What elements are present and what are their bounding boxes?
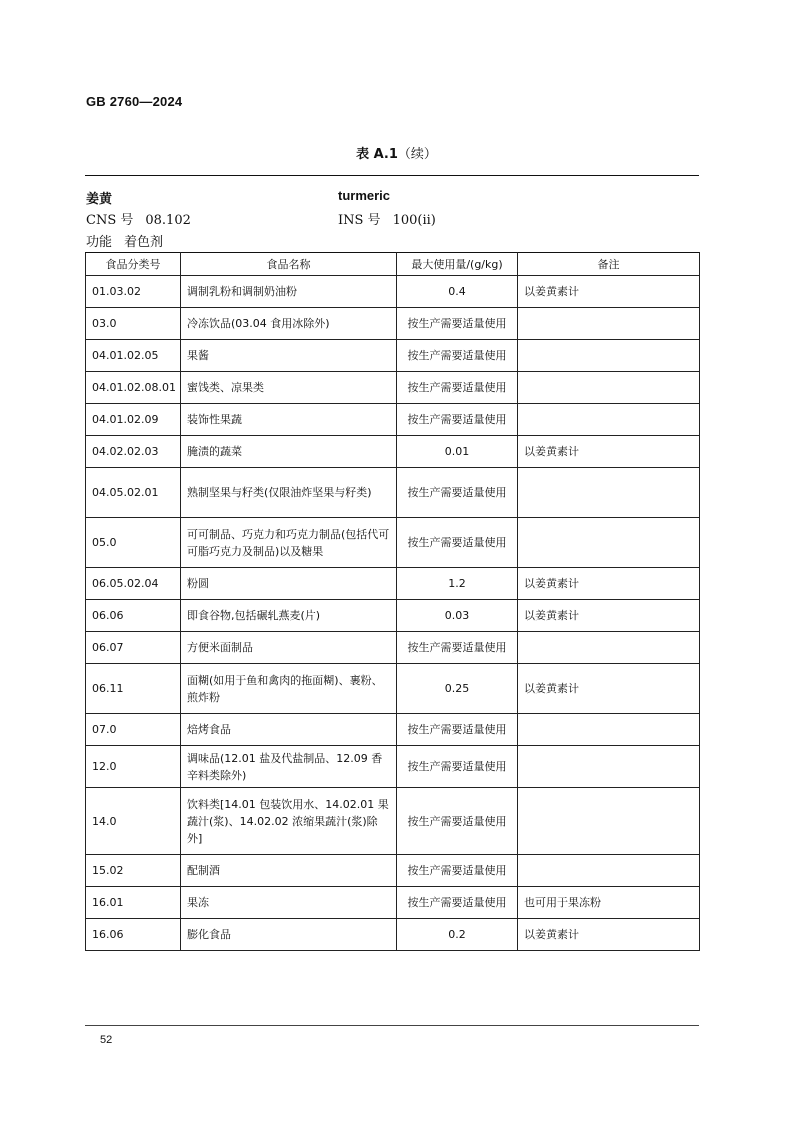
cell-note xyxy=(518,788,700,855)
cell-food-code: 04.02.02.03 xyxy=(86,436,181,468)
cell-max-usage: 1.2 xyxy=(397,568,518,600)
table-body xyxy=(86,276,700,951)
cell-food-name: 粉圆 xyxy=(181,568,397,600)
cell-food-code: 04.01.02.09 xyxy=(86,404,181,436)
cell-note xyxy=(518,340,700,372)
cell-max-usage: 按生产需要适量使用 xyxy=(397,632,518,664)
header-max-usage: 最大使用量/(g/kg) xyxy=(397,253,518,276)
cns-number xyxy=(86,209,191,228)
cns-label: CNS 号 xyxy=(86,213,134,228)
cell-note xyxy=(518,468,700,518)
table-row xyxy=(86,340,700,372)
cell-food-name: 果酱 xyxy=(181,340,397,372)
cns-value: 08.102 xyxy=(145,213,191,228)
cell-note xyxy=(518,855,700,887)
cell-food-code: 05.0 xyxy=(86,518,181,568)
cell-note: 以姜黄素计 xyxy=(518,276,700,308)
table-caption-continued: （续） xyxy=(397,147,437,162)
cell-food-code: 14.0 xyxy=(86,788,181,855)
table-row xyxy=(86,436,700,468)
table-caption xyxy=(0,143,793,162)
header-note: 备注 xyxy=(518,253,700,276)
ins-value: 100(ii) xyxy=(392,213,436,228)
table-row xyxy=(86,788,700,855)
cell-food-name: 方便米面制品 xyxy=(181,632,397,664)
function-label: 功能 xyxy=(86,235,113,250)
cell-max-usage: 按生产需要适量使用 xyxy=(397,372,518,404)
top-rule xyxy=(85,175,699,176)
cell-food-code: 01.03.02 xyxy=(86,276,181,308)
cell-food-code: 06.05.02.04 xyxy=(86,568,181,600)
cell-max-usage: 按生产需要适量使用 xyxy=(397,468,518,518)
header-food-name: 食品名称 xyxy=(181,253,397,276)
cell-note xyxy=(518,308,700,340)
cell-max-usage: 0.2 xyxy=(397,919,518,951)
cell-max-usage: 0.25 xyxy=(397,664,518,714)
standard-code: GB 2760—2024 xyxy=(86,94,183,109)
cell-max-usage: 按生产需要适量使用 xyxy=(397,404,518,436)
cell-food-code: 16.01 xyxy=(86,887,181,919)
cell-note: 以姜黄素计 xyxy=(518,436,700,468)
cell-food-code: 06.07 xyxy=(86,632,181,664)
table-row xyxy=(86,887,700,919)
cell-food-name: 蜜饯类、凉果类 xyxy=(181,372,397,404)
cell-max-usage: 0.01 xyxy=(397,436,518,468)
table-row xyxy=(86,404,700,436)
cell-food-name: 配制酒 xyxy=(181,855,397,887)
table-row xyxy=(86,468,700,518)
cell-food-code: 04.05.02.01 xyxy=(86,468,181,518)
cell-max-usage: 按生产需要适量使用 xyxy=(397,746,518,788)
table-row xyxy=(86,276,700,308)
cell-food-code: 07.0 xyxy=(86,714,181,746)
table-row xyxy=(86,714,700,746)
cell-food-name: 果冻 xyxy=(181,887,397,919)
header-food-code: 食品分类号 xyxy=(86,253,181,276)
cell-note: 也可用于果冻粉 xyxy=(518,887,700,919)
cell-food-code: 04.01.02.08.01 xyxy=(86,372,181,404)
cell-food-name: 膨化食品 xyxy=(181,919,397,951)
cell-max-usage: 按生产需要适量使用 xyxy=(397,518,518,568)
cell-max-usage: 按生产需要适量使用 xyxy=(397,308,518,340)
cell-food-code: 15.02 xyxy=(86,855,181,887)
table-row xyxy=(86,600,700,632)
function-line xyxy=(86,231,163,250)
cell-max-usage: 0.4 xyxy=(397,276,518,308)
cell-food-name: 调味品(12.01 盐及代盐制品、12.09 香辛料类除外) xyxy=(181,746,397,788)
function-value: 着色剂 xyxy=(124,235,164,250)
cell-food-code: 03.0 xyxy=(86,308,181,340)
cell-food-code: 06.11 xyxy=(86,664,181,714)
cell-food-name: 面糊(如用于鱼和禽肉的拖面糊)、裹粉、煎炸粉 xyxy=(181,664,397,714)
cell-food-name: 熟制坚果与籽类(仅限油炸坚果与籽类) xyxy=(181,468,397,518)
table-header-row xyxy=(86,253,700,276)
footer-rule xyxy=(85,1025,699,1026)
additive-name-cn: 姜黄 xyxy=(86,192,113,207)
cell-food-name: 饮料类[14.01 包装饮用水、14.02.01 果蔬汁(浆)、14.02.02 浓缩果蔬汁(浆)除外] xyxy=(181,788,397,855)
page-number: 52 xyxy=(100,1034,113,1046)
cell-note xyxy=(518,372,700,404)
additive-name-en: turmeric xyxy=(338,188,391,203)
cell-max-usage: 按生产需要适量使用 xyxy=(397,855,518,887)
cell-food-name: 焙烤食品 xyxy=(181,714,397,746)
cell-food-name: 腌渍的蔬菜 xyxy=(181,436,397,468)
additive-usage-table xyxy=(85,252,700,951)
cell-food-code: 06.06 xyxy=(86,600,181,632)
cell-note xyxy=(518,714,700,746)
cell-food-name: 调制乳粉和调制奶油粉 xyxy=(181,276,397,308)
ins-number xyxy=(338,209,436,228)
table-row xyxy=(86,372,700,404)
ins-label: INS 号 xyxy=(338,213,381,228)
table-caption-number: 表 A.1 xyxy=(356,147,398,162)
table-row xyxy=(86,919,700,951)
table-row xyxy=(86,855,700,887)
table-row xyxy=(86,308,700,340)
cell-food-code: 12.0 xyxy=(86,746,181,788)
table-row xyxy=(86,518,700,568)
cell-note xyxy=(518,404,700,436)
cell-max-usage: 按生产需要适量使用 xyxy=(397,788,518,855)
cell-max-usage: 按生产需要适量使用 xyxy=(397,340,518,372)
cell-food-name: 冷冻饮品(03.04 食用冰除外) xyxy=(181,308,397,340)
cell-max-usage: 0.03 xyxy=(397,600,518,632)
table-row xyxy=(86,664,700,714)
table-row xyxy=(86,568,700,600)
cell-food-name: 装饰性果蔬 xyxy=(181,404,397,436)
cell-note: 以姜黄素计 xyxy=(518,600,700,632)
cell-max-usage: 按生产需要适量使用 xyxy=(397,887,518,919)
cell-max-usage: 按生产需要适量使用 xyxy=(397,714,518,746)
cell-note xyxy=(518,518,700,568)
cell-note: 以姜黄素计 xyxy=(518,919,700,951)
table-row xyxy=(86,746,700,788)
cell-food-code: 04.01.02.05 xyxy=(86,340,181,372)
cell-note xyxy=(518,746,700,788)
cell-note: 以姜黄素计 xyxy=(518,568,700,600)
cell-note xyxy=(518,632,700,664)
cell-food-name: 即食谷物,包括碾轧燕麦(片) xyxy=(181,600,397,632)
table-row xyxy=(86,632,700,664)
cell-food-code: 16.06 xyxy=(86,919,181,951)
cell-note: 以姜黄素计 xyxy=(518,664,700,714)
cell-food-name: 可可制品、巧克力和巧克力制品(包括代可可脂巧克力及制品)以及糖果 xyxy=(181,518,397,568)
